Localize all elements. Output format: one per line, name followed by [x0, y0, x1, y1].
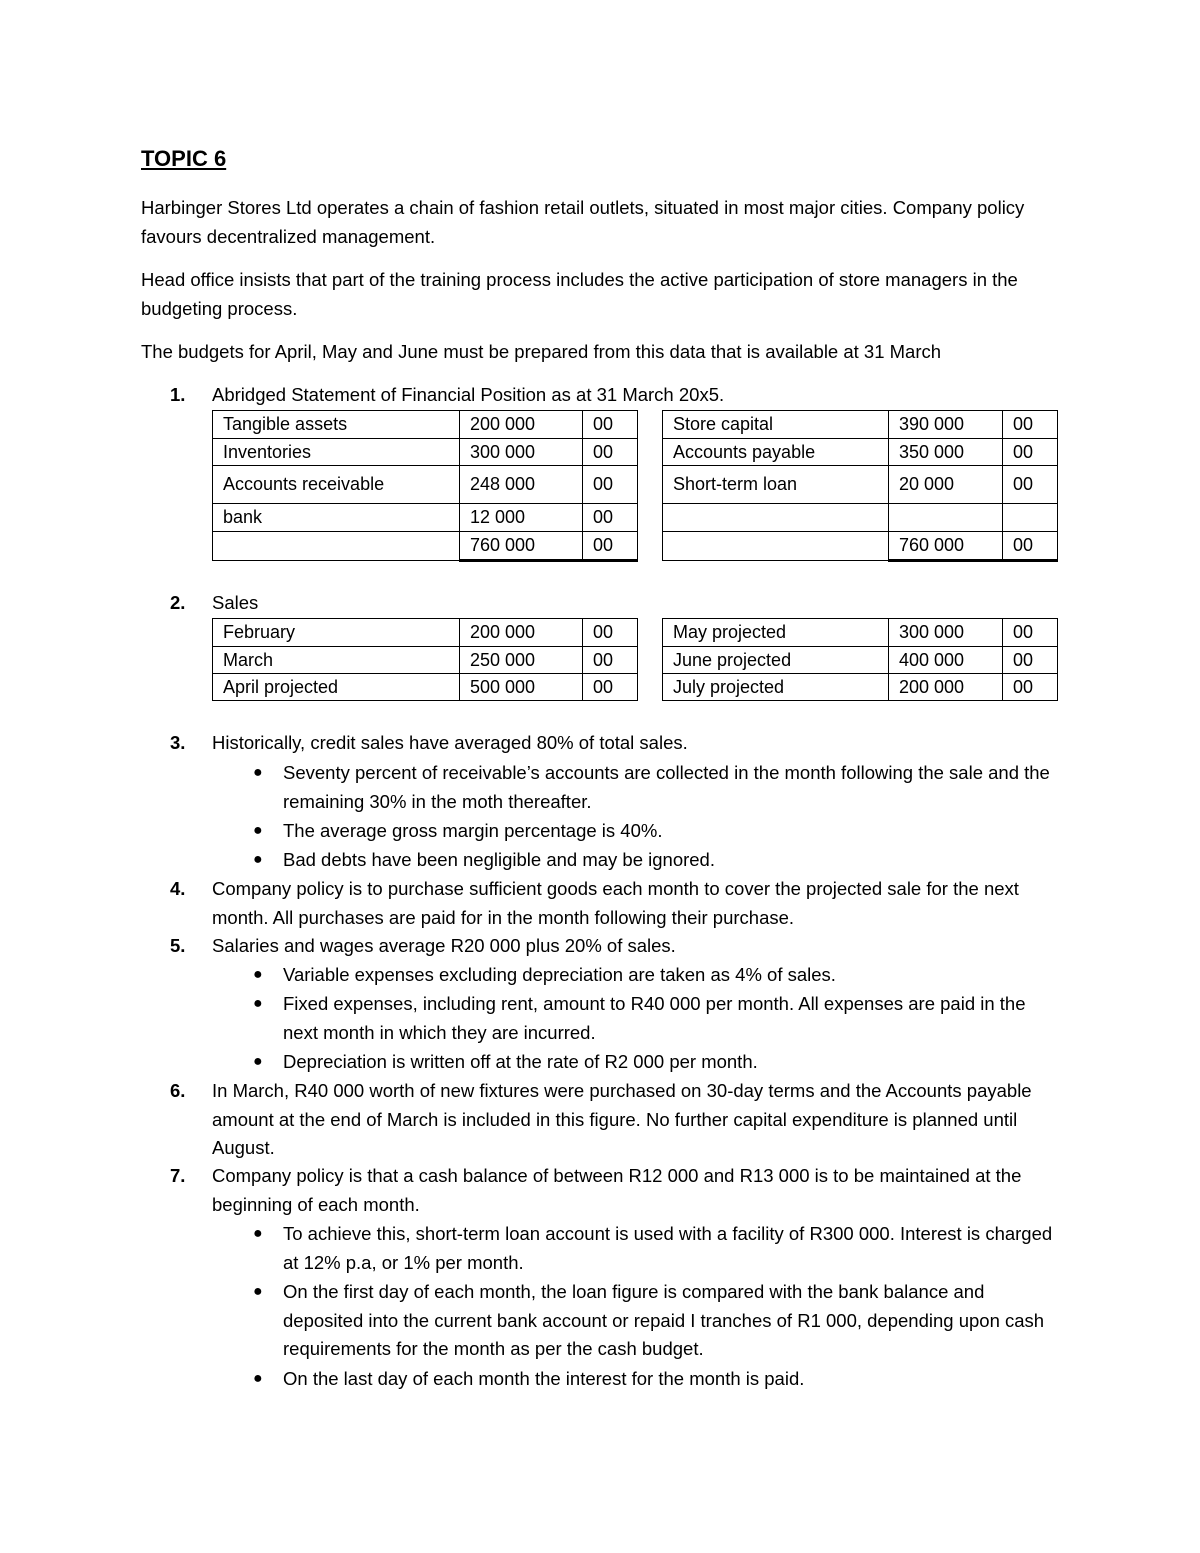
table-row	[213, 674, 638, 701]
table-cell-label: Store capital	[663, 411, 889, 439]
table-cell-label	[663, 532, 889, 561]
table-row	[213, 439, 638, 466]
table-cell-label: Inventories	[213, 439, 460, 466]
table-cell-cents: 00	[583, 674, 638, 701]
table-cell-amount: 300 000	[889, 619, 1003, 647]
table-row	[663, 411, 1058, 439]
table-cell-cents: 00	[1003, 411, 1058, 439]
bullet-text: To achieve this, short-term loan account is used with a facility of R300 000. Interest is charged at 12% p.a, or 1% per month.	[283, 1223, 1053, 1273]
table-cell-cents: 00	[1003, 439, 1058, 466]
table-cell-total-amount: 760 000	[889, 532, 1003, 561]
table-cell-label: March	[213, 647, 460, 674]
table-row	[663, 619, 1058, 647]
list-number: 7.	[170, 1165, 186, 1186]
table-cell-cents	[1003, 504, 1058, 532]
table-cell-total-cents: 00	[1003, 532, 1058, 561]
table-row	[213, 504, 638, 532]
table-row	[663, 674, 1058, 701]
bullet-icon: ●	[253, 1283, 263, 1300]
table-cell-label: Accounts payable	[663, 439, 889, 466]
table-cell-cents: 00	[583, 439, 638, 466]
table-cell-label: April projected	[213, 674, 460, 701]
bullet-text: Fixed expenses, including rent, amount to R40 000 per month. All expenses are paid in the next month in which they are incurred.	[283, 993, 1026, 1043]
table-cell-amount: 500 000	[460, 674, 583, 701]
bullet-text: On the last day of each month the interest for the month is paid.	[283, 1368, 805, 1389]
table-cell-label: Accounts receivable	[213, 466, 460, 504]
table-cell-amount: 200 000	[460, 619, 583, 647]
table-cell-amount	[889, 504, 1003, 532]
bullet-icon: ●	[253, 822, 263, 839]
table-cell-label: June projected	[663, 647, 889, 674]
table-row	[213, 411, 638, 439]
table-cell-amount: 12 000	[460, 504, 583, 532]
table-cell-label: bank	[213, 504, 460, 532]
table-cell-cents: 00	[1003, 619, 1058, 647]
table-cell-amount: 200 000	[889, 674, 1003, 701]
table-row	[213, 619, 638, 647]
table-cell-amount: 200 000	[460, 411, 583, 439]
bullet-text: On the first day of each month, the loan figure is compared with the bank balance and deposited into the current bank account or repaid I tranches of R1 000, depending upon cash requirements for the month as per the cash budget.	[283, 1281, 1045, 1359]
table-cell-amount: 300 000	[460, 439, 583, 466]
intro-paragraph-3: The budgets for April, May and June must be prepared from this data that is available at 31 March	[141, 341, 942, 362]
table-row	[213, 466, 638, 504]
table-cell-amount: 400 000	[889, 647, 1003, 674]
table-cell-amount: 250 000	[460, 647, 583, 674]
list-number: 6.	[170, 1080, 186, 1101]
table-cell-cents: 00	[583, 411, 638, 439]
list-number: 1.	[170, 384, 186, 405]
table-row-total	[213, 532, 638, 561]
table-cell-label	[213, 532, 460, 561]
list-number: 2.	[170, 592, 186, 613]
bullet-text: Variable expenses excluding depreciation are taken as 4% of sales.	[283, 964, 836, 985]
table-cell-cents: 00	[583, 619, 638, 647]
table-cell-label: Tangible assets	[213, 411, 460, 439]
table-cell-amount: 248 000	[460, 466, 583, 504]
list-number: 3.	[170, 732, 186, 753]
page-title: TOPIC 6	[141, 146, 227, 171]
table-row-total	[663, 532, 1058, 561]
table-cell-total-amount: 760 000	[460, 532, 583, 561]
table-row	[663, 504, 1058, 532]
sales-left-table	[212, 618, 638, 701]
list-text: Company policy is to purchase sufficient goods each month to cover the projected sale for the next month. All purchases are paid for in the month following their purchase.	[212, 878, 1019, 928]
list-text: Abridged Statement of Financial Position as at 31 March 20x5.	[212, 384, 725, 405]
list-number: 4.	[170, 878, 186, 899]
table-cell-cents: 00	[1003, 674, 1058, 701]
bullet-icon: ●	[253, 1053, 263, 1070]
table-cell-label: February	[213, 619, 460, 647]
bullet-icon: ●	[253, 764, 263, 781]
table-cell-total-cents: 00	[583, 532, 638, 561]
table-cell-cents: 00	[1003, 466, 1058, 504]
bullet-icon: ●	[253, 1225, 263, 1242]
bullet-icon: ●	[253, 995, 263, 1012]
table-cell-amount: 350 000	[889, 439, 1003, 466]
intro-paragraph-1: Harbinger Stores Ltd operates a chain of fashion retail outlets, situated in most major cities. Company policy favours decentralized management.	[141, 197, 1025, 247]
table-cell-label: Short-term loan	[663, 466, 889, 504]
list-number: 5.	[170, 935, 186, 956]
table-cell-cents: 00	[583, 504, 638, 532]
table-row	[663, 647, 1058, 674]
list-text: Historically, credit sales have averaged 80% of total sales.	[212, 732, 688, 753]
list-text: Salaries and wages average R20 000 plus 20% of sales.	[212, 935, 676, 956]
sales-right-table	[662, 618, 1058, 701]
table-cell-label: July projected	[663, 674, 889, 701]
list-text: In March, R40 000 worth of new fixtures were purchased on 30-day terms and the Accounts payable amount at the end of March is included in this figure. No further capital expenditure is planned until August.	[212, 1080, 1032, 1158]
table-cell-amount: 390 000	[889, 411, 1003, 439]
sofp-assets-table	[212, 410, 638, 562]
bullet-icon: ●	[253, 966, 263, 983]
table-row	[213, 647, 638, 674]
table-cell-cents: 00	[583, 466, 638, 504]
bullet-text: The average gross margin percentage is 40%.	[283, 820, 663, 841]
list-text: Company policy is that a cash balance of between R12 000 and R13 000 is to be maintained at the beginning of each month.	[212, 1165, 1022, 1215]
list-text: Sales	[212, 592, 259, 613]
table-cell-cents: 00	[1003, 647, 1058, 674]
bullet-text: Depreciation is written off at the rate of R2 000 per month.	[283, 1051, 758, 1072]
intro-paragraph-2: Head office insists that part of the training process includes the active participation of store managers in the budgeting process.	[141, 269, 1018, 319]
table-row	[663, 439, 1058, 466]
table-cell-label	[663, 504, 889, 532]
bullet-icon: ●	[253, 1370, 263, 1387]
table-cell-label: May projected	[663, 619, 889, 647]
bullet-text: Bad debts have been negligible and may be ignored.	[283, 849, 715, 870]
table-row	[663, 466, 1058, 504]
bullet-text: Seventy percent of receivable’s accounts are collected in the month following the sale and the remaining 30% in the moth thereafter.	[283, 762, 1050, 812]
table-cell-cents: 00	[583, 647, 638, 674]
sofp-liabilities-table	[662, 410, 1058, 562]
bullet-icon: ●	[253, 851, 263, 868]
table-cell-amount: 20 000	[889, 466, 1003, 504]
